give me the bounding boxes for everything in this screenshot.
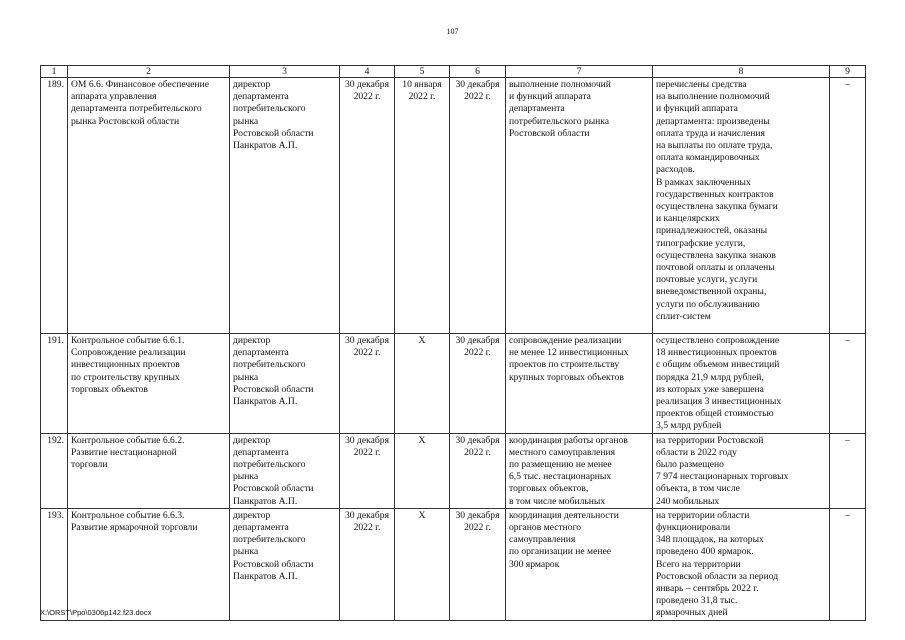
header-cell: 9: [830, 66, 866, 78]
end-date: X: [395, 334, 450, 434]
start-date: 30 декабря 2022 г.: [340, 334, 395, 434]
header-row: [41, 66, 866, 78]
row-number: 189.: [41, 78, 68, 334]
end-date: X: [395, 508, 450, 620]
actual-result: на территории Ростовской области в 2022 году было размещено 7 974 нестационарных торговых объекта, в том числе 240 мобильных: [653, 433, 830, 508]
end-date: X: [395, 433, 450, 508]
file-path-footer: X:\ORST\Ppo\0306p142.f23.docx: [40, 608, 152, 617]
responsible: директор департамента потребительского рынка Ростовской области Панкратов А.П.: [230, 78, 340, 334]
header-cell: 3: [230, 66, 340, 78]
row-number: 193.: [41, 508, 68, 620]
deadline-date: 30 декабря 2022 г.: [450, 508, 506, 620]
note: –: [830, 433, 866, 508]
deadline-date: 30 декабря 2022 г.: [450, 334, 506, 434]
row-number: 192.: [41, 433, 68, 508]
header-cell: 1: [41, 66, 68, 78]
table-row: [41, 433, 866, 508]
header-cell: 4: [340, 66, 395, 78]
header-cell: 5: [395, 66, 450, 78]
report-table: [40, 65, 866, 621]
expected-result: выполнение полномочий и функций аппарата департамента потребительского рынка Ростовской области: [506, 78, 653, 334]
page-number: 107: [446, 27, 459, 36]
actual-result: на территории области функционировали 348 площадок, на которых проведено 400 ярмарок. Всего на территории Ростовской области за период январь – сентябрь 2022 г. проведено 31,8 тыс. ярмарочных дней: [653, 508, 830, 620]
row-number: 191.: [41, 334, 68, 434]
table-row: [41, 508, 866, 620]
deadline-date: 30 декабря 2022 г.: [450, 78, 506, 334]
header-cell: 7: [506, 66, 653, 78]
start-date: 30 декабря 2022 г.: [340, 78, 395, 334]
header-cell: 6: [450, 66, 506, 78]
end-date: 10 января 2022 г.: [395, 78, 450, 334]
deadline-date: 30 декабря 2022 г.: [450, 433, 506, 508]
actual-result: перечислены средства на выполнение полномочий и функций аппарата департамента: произведены оплата труда и начисления на выплаты по оплате труда, оплата командировочных расходов. В рамках заключенных государственных контрактов осуществлена закупка бумаги и канцелярских принадлежностей, оказаны типографские услуги, осуществлена закупка знаков почтовой оплаты и оплачены почтовые услуги, услуги вневедомственной охраны, услуги по обслуживанию сплит-систем: [653, 78, 830, 334]
note: –: [830, 78, 866, 334]
actual-result: осуществлено сопровождение 18 инвестиционных проектов с общим объемом инвестиций порядка 21,9 млрд рублей, из которых уже завершена реализация 3 инвестиционных проектов общей стоимостью 3,5 млрд рублей: [653, 334, 830, 434]
responsible: директор департамента потребительского рынка Ростовской области Панкратов А.П.: [230, 334, 340, 434]
table-row: [41, 334, 866, 434]
responsible: директор департамента потребительского рынка Ростовской области Панкратов А.П.: [230, 433, 340, 508]
start-date: 30 декабря 2022 г.: [340, 508, 395, 620]
expected-result: сопровождение реализации не менее 12 инвестиционных проектов по строительству крупных торговых объектов: [506, 334, 653, 434]
start-date: 30 декабря 2022 г.: [340, 433, 395, 508]
note: –: [830, 508, 866, 620]
event-name: Контрольное событие 6.6.1. Сопровождение реализации инвестиционных проектов по строительству крупных торговых объектов: [68, 334, 230, 434]
event-name: Контрольное событие 6.6.2. Развитие нестационарной торговли: [68, 433, 230, 508]
responsible: директор департамента потребительского рынка Ростовской области Панкратов А.П.: [230, 508, 340, 620]
note: –: [830, 334, 866, 434]
event-name: ОМ 6.6. Финансовое обеспечение аппарата управления департамента потребительского рынка Ростовской области: [68, 78, 230, 334]
header-cell: 2: [68, 66, 230, 78]
header-cell: 8: [653, 66, 830, 78]
expected-result: координация работы органов местного самоуправления по размещению не менее 6,5 тыс. нестационарных торговых объектов, в том числе мобильных: [506, 433, 653, 508]
event-name: Контрольное событие 6.6.3. Развитие ярмарочной торговли: [68, 508, 230, 620]
expected-result: координация деятельности органов местного самоуправления по организации не менее 300 ярмарок: [506, 508, 653, 620]
table-row: [41, 78, 866, 334]
